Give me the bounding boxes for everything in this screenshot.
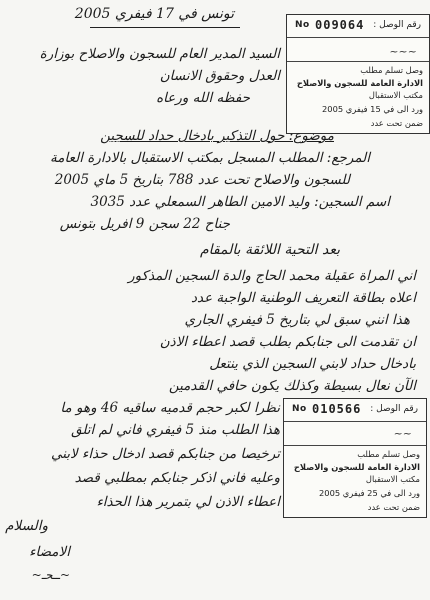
stamp-line-2: الادارة العامة للسجون والاصلاح bbox=[293, 462, 420, 472]
stamp-line-1: وصل تسلم مطلب bbox=[360, 65, 423, 75]
subject-line-4: اسم السجين: وليد الامين الطاهر السمعلي عدد 3035 bbox=[90, 194, 390, 210]
stamp-line-3: مكتب الاستقبال bbox=[365, 474, 420, 484]
body-line: الآن نعال بسيطة وكذلك يكون حافي القدمين bbox=[168, 378, 416, 394]
body-line: ترخيصا من جنابكم قصد ادخال حذاء لابني bbox=[50, 446, 280, 462]
receipt-stamp-2 bbox=[283, 398, 427, 518]
signature-scribble: ~ــحـ~ bbox=[31, 568, 70, 582]
stamp-line-4: ورد الى في 15 فيفري 2005 bbox=[322, 104, 423, 114]
body-line: بادخال حداد لابني السجين الذي ينتعل bbox=[209, 356, 416, 372]
addressee-line-3: حفظه الله ورعاه bbox=[156, 90, 250, 106]
body-line: اعلاه بطاقة التعريف الوطنية الواجبة عدد bbox=[190, 290, 416, 306]
body-line: هذا انني سبق لي بتاريخ 5 فيفري الجاري bbox=[184, 312, 410, 328]
addressee-line-1: السيد المدير العام للسجون والاصلاح بوزارة bbox=[39, 46, 280, 62]
subject-line-5: جناح 22 سجن 9 افريل بتونس bbox=[59, 216, 230, 232]
receipt-stamp-1 bbox=[286, 14, 430, 134]
stamp-receipt-label: رقم الوصل : bbox=[370, 404, 418, 414]
stamp-number-label: No bbox=[295, 20, 310, 30]
stamp-line-4: ورد الى في 25 فيفري 2005 bbox=[319, 488, 420, 498]
stamp-handwritten-mark: ~~~ bbox=[389, 45, 417, 58]
stamp-line-3: مكتب الاستقبال bbox=[368, 90, 423, 100]
stamp-receipt-label: رقم الوصل : bbox=[373, 20, 421, 30]
stamp-line-5: ضمن تحت عدد bbox=[370, 118, 423, 128]
subject-line-1: موضوع: حول التذكير بادخال حداد للسجين bbox=[100, 128, 334, 144]
body-line: وعليه فاني اذكر جنابكم بمطلبي قصد bbox=[74, 470, 280, 486]
body-line: هذا الطلب منذ 5 فيفري فاني لم اتلق bbox=[71, 422, 280, 438]
place-date: تونس في 17 فيفري 2005 bbox=[74, 6, 234, 22]
date-underline bbox=[90, 27, 240, 28]
body-line: اعطاء الاذن لي بتمرير هذا الحذاء bbox=[96, 494, 280, 510]
stamp-number-label: No bbox=[292, 404, 307, 414]
addressee-line-2: العدل وحقوق الانسان bbox=[159, 68, 280, 84]
signature-label: الامضاء bbox=[29, 544, 70, 560]
stamp-number: 009064 bbox=[315, 18, 365, 32]
stamp-line-5: ضمن تحت عدد bbox=[367, 502, 420, 512]
stamp-number: 010566 bbox=[312, 402, 362, 416]
stamp-handwritten-mark: ~~ bbox=[393, 427, 412, 440]
salutation: بعد التحية اللائقة بالمقام bbox=[199, 242, 340, 258]
stamp-line-2: الادارة العامة للسجون والاصلاح bbox=[296, 78, 423, 88]
closing: والسلام bbox=[5, 518, 48, 534]
subject-line-3: للسجون والاصلاح تحت عدد 788 بتاريخ 5 ماي 2005 bbox=[54, 172, 350, 188]
body-line: ان تقدمت الى جنابكم بطلب قصد اعطاء الاذن bbox=[159, 334, 416, 350]
stamp-line-1: وصل تسلم مطلب bbox=[357, 449, 420, 459]
body-line: نظرا لكبر حجم قدميه ساقيه 46 وهو ما bbox=[60, 400, 280, 416]
subject-line-2: المرجع: المطلب المسجل بمكتب الاستقبال بالادارة العامة bbox=[50, 150, 370, 166]
body-line: اني المراة عقيلة محمد الحاج والدة السجين المذكور bbox=[128, 268, 416, 284]
